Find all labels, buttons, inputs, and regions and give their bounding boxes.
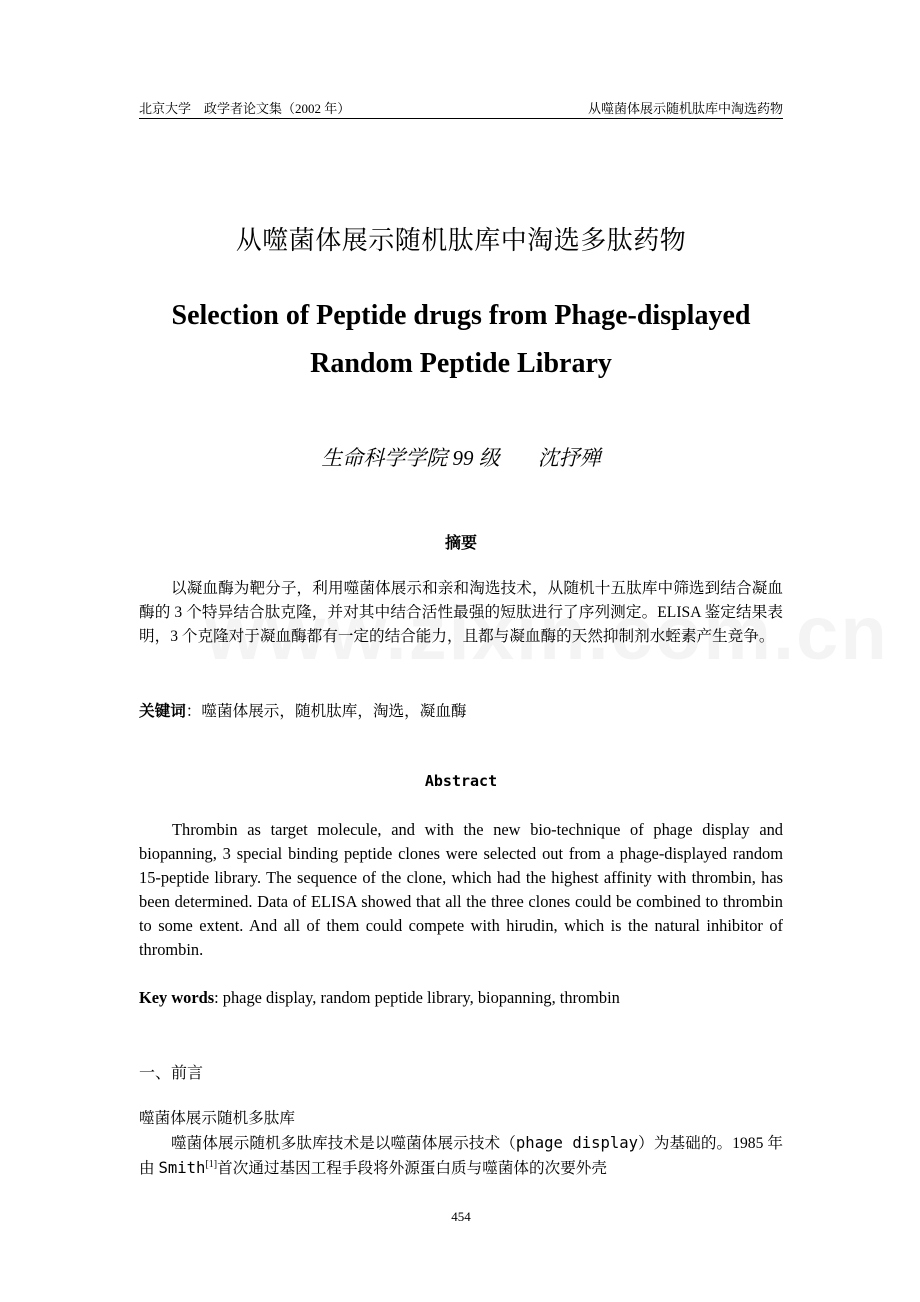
- abstract-cn-text: 以凝血酶为靶分子，利用噬菌体展示和亲和淘选技术，从随机十五肽库中筛选到结合凝血酶的 3 个特异结合肽克隆，并对其中结合活性最强的短肽进行了序列测定。ELISA 鉴定结果表明，3 个克隆对于凝血酶都有一定的结合能力，且都与凝血酶的天然抑制剂水蛭素产生竞争。: [139, 580, 783, 645]
- abstract-en-heading: Abstract: [424, 772, 498, 790]
- keywords-cn-label: 关键词: [139, 702, 186, 720]
- keywords-cn-sep: ：: [185, 703, 202, 720]
- subsection-heading: 噬菌体展示随机多肽库: [139, 1109, 295, 1127]
- para-text-b: ）为基础的。1985 年由: [139, 1135, 783, 1177]
- citation-marker[interactable]: [1]: [205, 1158, 218, 1170]
- author-name: 沈抒殚: [537, 446, 601, 470]
- author-affiliation: 生命科学学院 99 级: [321, 446, 500, 470]
- keywords-en-text: : phage display, random peptide library, biopanning, thrombin: [214, 988, 620, 1007]
- para-term-phage-display: phage display: [515, 1134, 639, 1152]
- title-chinese: 从噬菌体展示随机肽库中淘选多肽药物: [235, 226, 687, 255]
- section-paragraph: [139, 1131, 783, 1181]
- title-english-line2: Random Peptide Library: [310, 348, 612, 379]
- header-right: 从噬菌体展示随机肽库中淘选药物: [587, 101, 783, 116]
- keywords-en: [139, 988, 620, 1008]
- keywords-en-label: Key words: [139, 988, 215, 1007]
- keywords-cn-text: 噬菌体展示，随机肽库，淘选，凝血酶: [201, 703, 467, 720]
- running-header: [139, 96, 783, 119]
- para-text-c: 首次通过基因工程手段将外源蛋白质与噬菌体的次要外壳: [217, 1160, 607, 1177]
- abstract-en-text: Thrombin as target molecule, and with the new bio-technique of phage display and biopanning, 3 special binding peptide clones were selected out from a phage-displayed random 15-peptide library. The sequence of the clone, which had the highest affinity with thrombin, has been determined. Data of ELISA showed that all the three clones could be combined to thrombin to some extent. And all of them could compete with hirudin, which is the natural inhibitor of thrombin.: [139, 820, 783, 959]
- page-number: 454: [451, 1209, 471, 1224]
- para-author-smith: Smith: [158, 1159, 206, 1177]
- author-line: [139, 442, 783, 472]
- keywords-cn: [139, 699, 467, 721]
- title-english: [139, 292, 783, 388]
- para-text-a: 噬菌体展示随机多肽库技术是以噬菌体展示技术（: [171, 1135, 516, 1152]
- title-english-line1: Selection of Peptide drugs from Phage-displayed: [171, 300, 751, 331]
- section-heading: 一、前言: [139, 1063, 204, 1082]
- abstract-cn-heading: 摘要: [444, 533, 477, 552]
- header-left: 北京大学 政学者论文集（2002 年）: [139, 101, 351, 116]
